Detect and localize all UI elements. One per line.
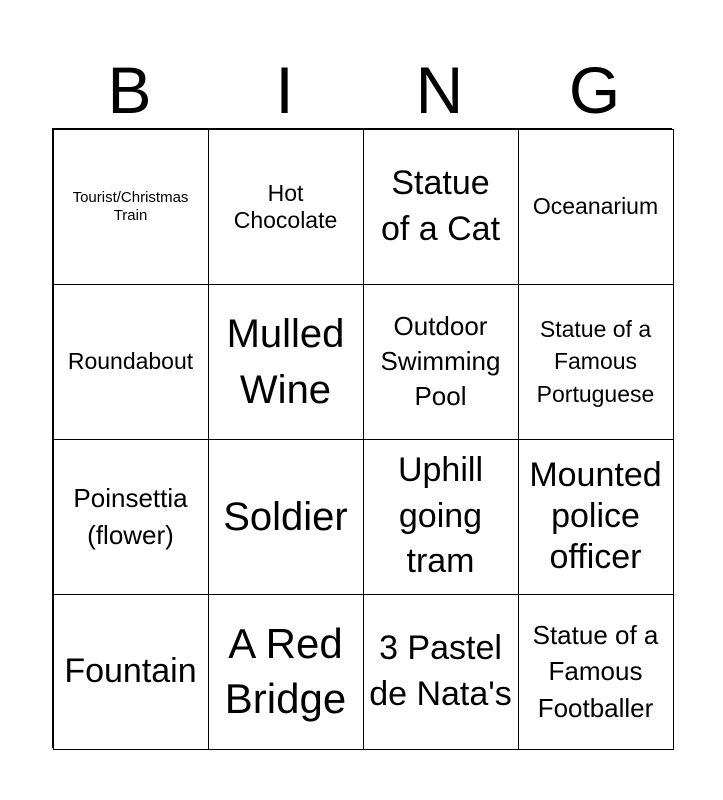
- cell-label: Soldier: [223, 494, 348, 539]
- header-letter-g: G: [568, 53, 621, 127]
- bingo-cell-r2c3[interactable]: [363, 284, 519, 440]
- cell-label: Mulled Wine: [226, 311, 345, 412]
- bingo-header: [52, 52, 672, 128]
- cell-label: Outdoor Swimming Pool: [380, 310, 501, 412]
- bingo-cell-r4c4[interactable]: [518, 594, 674, 750]
- cell-label: 3 Pastel de Nata's: [369, 628, 512, 713]
- cell-label: Statue of a Famous Portuguese: [536, 316, 655, 407]
- cell-label: A Red Bridge: [224, 619, 347, 722]
- bingo-cell-r2c1[interactable]: [53, 284, 209, 440]
- cell-label: Hot Chocolate: [233, 180, 338, 233]
- cell-label: Statue of a Famous Footballer: [532, 619, 659, 723]
- bingo-cell-r4c2[interactable]: [208, 594, 364, 750]
- cell-label: Roundabout: [67, 348, 194, 375]
- cell-label: Mounted police officer: [529, 456, 662, 576]
- bingo-cell-r4c3[interactable]: [363, 594, 519, 750]
- cell-label: Tourist/Christmas Train: [72, 189, 189, 224]
- cell-label: Fountain: [64, 651, 197, 690]
- bingo-cell-r3c1[interactable]: [53, 439, 209, 595]
- header-letter-n: N: [415, 53, 464, 127]
- header-letter-i: I: [275, 53, 294, 127]
- bingo-cell-r2c4[interactable]: [518, 284, 674, 440]
- bingo-cell-r2c2[interactable]: [208, 284, 364, 440]
- bingo-cell-r1c1[interactable]: [53, 129, 209, 285]
- bingo-cell-r3c2[interactable]: [208, 439, 364, 595]
- bingo-board: [52, 128, 672, 748]
- bingo-cell-r3c4[interactable]: [518, 439, 674, 595]
- cell-label: Statue of a Cat: [380, 163, 501, 248]
- header-letter-b: B: [107, 53, 152, 127]
- cell-label: Uphill going tram: [397, 450, 484, 581]
- bingo-cell-r1c4[interactable]: [518, 129, 674, 285]
- bingo-cell-r3c3[interactable]: [363, 439, 519, 595]
- cell-label: Poinsettia (flower): [73, 483, 188, 550]
- bingo-cell-r4c1[interactable]: [53, 594, 209, 750]
- bingo-cell-r1c3[interactable]: [363, 129, 519, 285]
- cell-label: Oceanarium: [532, 193, 659, 220]
- bingo-cell-r1c2[interactable]: [208, 129, 364, 285]
